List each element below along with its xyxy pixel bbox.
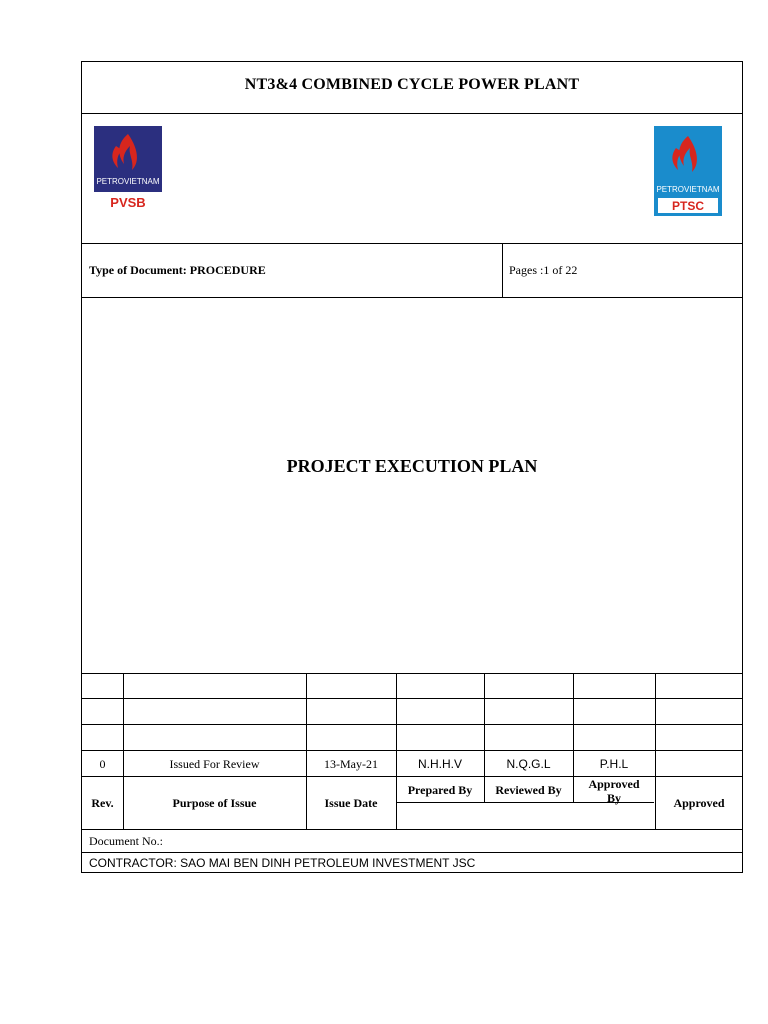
approved-by-value: P.H.L [599, 757, 629, 771]
document-number-label: Document No.: [89, 834, 163, 848]
divider [82, 243, 742, 244]
pvsb-logo [94, 126, 162, 210]
reviewed-by-value: N.Q.G.L [506, 757, 551, 771]
rev-header: Rev. [91, 796, 114, 810]
document-cover-frame [81, 61, 743, 873]
page-count: Pages :1 of 22 [509, 263, 578, 277]
purpose-header: Purpose of Issue [172, 796, 257, 810]
purpose-value: Issued For Review [169, 757, 260, 771]
pvsb-brand-text: PETROVIETNAM [96, 177, 160, 186]
divider [82, 852, 742, 853]
document-main-title: PROJECT EXECUTION PLAN [286, 456, 538, 476]
divider [82, 113, 742, 114]
table-row-border [82, 698, 742, 699]
document-type: Type of Document: PROCEDURE [89, 263, 266, 277]
table-row-border [82, 724, 742, 725]
divider [82, 297, 742, 298]
table-top-border [82, 673, 742, 674]
divider [502, 243, 503, 297]
reviewed-by-header: Reviewed By [495, 783, 562, 797]
prepared-by-header: Prepared By [407, 783, 473, 797]
rev-value: 0 [99, 757, 106, 771]
table-bottom-border [82, 829, 742, 830]
approved-by-header [573, 777, 655, 805]
ptsc-brand-text: PETROVIETNAM [656, 185, 720, 194]
approved-by-header-line2: By [606, 791, 621, 805]
project-title: NT3&4 COMBINED CYCLE POWER PLANT [244, 76, 580, 93]
contractor-label: CONTRACTOR: SAO MAI BEN DINH PETROLEUM INVESTMENT JSC [89, 856, 476, 870]
prepared-by-value: N.H.H.V [417, 757, 462, 771]
approved-by-header-line1: Approved [588, 777, 640, 791]
ptsc-code-text: PTSC [671, 199, 705, 213]
issue-date-header: Issue Date [324, 796, 378, 810]
ptsc-logo [654, 126, 722, 216]
table-row-border [82, 750, 742, 751]
issue-date-value: 13-May-21 [324, 757, 378, 771]
pvsb-code-text: PVSB [110, 195, 146, 210]
table-col-border [396, 673, 397, 829]
approved-header: Approved [673, 796, 725, 810]
